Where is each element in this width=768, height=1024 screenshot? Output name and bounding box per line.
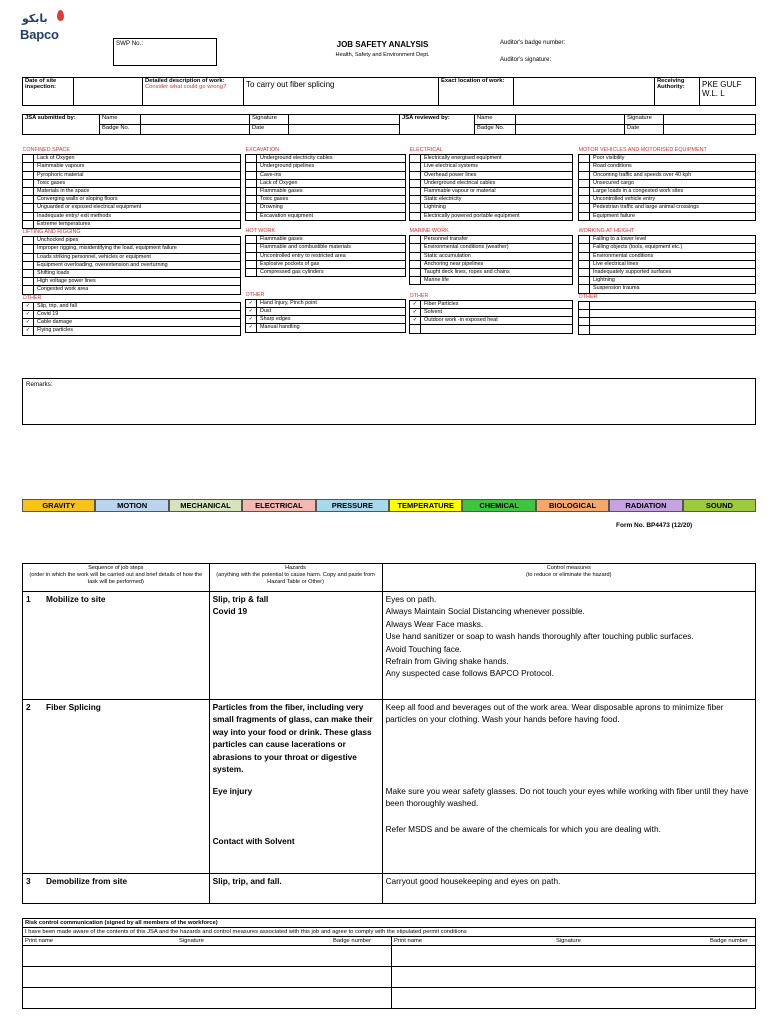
spacer-row — [579, 220, 756, 228]
hazard-checkbox[interactable] — [410, 188, 421, 196]
hazard-column-3 — [409, 147, 573, 334]
spacer-row — [410, 285, 573, 293]
motor-vehicles-heading: MOTOR VEHICLES AND MOTORISED EQUIPMENT — [578, 147, 707, 153]
hazard-item: Extreme temperatures — [34, 220, 241, 228]
checked-checkbox[interactable]: ✓ — [23, 311, 34, 319]
step-controls[interactable] — [382, 700, 755, 874]
hazard-checkbox[interactable] — [23, 212, 34, 220]
hazard-item: Drowning — [257, 204, 406, 212]
hazard-item: Flammable and combustible materials — [257, 244, 406, 252]
logo-arabic-text: بابكو — [22, 13, 48, 25]
control-line: Any suspected case follows BAPCO Protocol. — [385, 668, 554, 679]
hazard-item: Sharp edges — [257, 316, 406, 324]
hazard-checkbox[interactable] — [579, 260, 590, 268]
auditor-badge-label: Auditor's badge number: — [500, 40, 566, 46]
hazard-item: Flammable vapour or material — [421, 188, 573, 196]
hazard-item: Suspension trauma — [590, 285, 756, 293]
reviewed-badge-field[interactable] — [516, 125, 625, 135]
hazard-checkbox[interactable] — [246, 260, 257, 268]
energy-source-bar — [22, 499, 756, 512]
hazard-item: Lightning — [421, 204, 573, 212]
energy-sound: SOUND — [683, 499, 756, 512]
reviewed-date-field[interactable] — [664, 125, 756, 135]
hazard-column-1 — [22, 147, 241, 336]
hazard-checkbox[interactable] — [410, 244, 421, 252]
signoff-entry[interactable] — [23, 946, 392, 967]
hazard-checkbox[interactable] — [246, 196, 257, 204]
hazard-checkbox[interactable] — [410, 252, 421, 260]
hazard-checkbox[interactable] — [23, 270, 34, 278]
energy-motion: MOTION — [95, 499, 168, 512]
checked-checkbox[interactable]: ✓ — [23, 327, 34, 335]
signoff-entry[interactable] — [392, 946, 756, 967]
swp-label: SWP No.: — [116, 40, 144, 47]
hazards-note: (anything with the potential to cause harm. Copy and paste from Hazard Table or Other) — [216, 572, 375, 585]
signoff-entry[interactable] — [23, 988, 392, 1009]
energy-mechanical: MECHANICAL — [169, 499, 242, 512]
authority-label: Receiving Authority: — [655, 78, 700, 106]
control-line: Refer MSDS and be aware of the chemicals for which you are dealing with. — [385, 824, 661, 834]
signoff-entry[interactable] — [392, 988, 756, 1009]
other-heading: OTHER — [245, 291, 265, 298]
hazard-checkbox[interactable] — [246, 163, 257, 171]
hazard-checkbox[interactable] — [579, 252, 590, 260]
hazard-item: Underground pipelines — [257, 163, 406, 171]
hazard-checkbox[interactable] — [410, 325, 421, 333]
hazard-item: Road conditions — [590, 163, 756, 171]
hazard-checkbox[interactable] — [246, 252, 257, 260]
table-row — [23, 700, 756, 874]
submitted-date-field[interactable] — [289, 125, 400, 135]
job-steps-table — [22, 563, 756, 904]
hazard-checkbox[interactable] — [23, 245, 34, 253]
hazard-checkbox[interactable] — [410, 277, 421, 285]
energy-gravity: GRAVITY — [22, 499, 95, 512]
form-number: Form No. BP4473 (12/20) — [616, 522, 693, 529]
page-title: JOB SAFETY ANALYSIS — [336, 40, 429, 49]
hazard-checkbox[interactable] — [246, 244, 257, 252]
step-hazards[interactable] — [209, 700, 382, 874]
hazard-checkbox[interactable] — [246, 212, 257, 220]
hazard-item: Cave-ins — [257, 171, 406, 179]
hazard-checkbox[interactable] — [410, 236, 421, 244]
hazard-checkbox[interactable] — [23, 155, 34, 163]
step-description[interactable]: Fiber Splicing — [43, 700, 209, 874]
hazard-checkbox[interactable] — [23, 188, 34, 196]
hazard-checkbox[interactable] — [23, 220, 34, 228]
hazard-item: Poor visibility — [590, 155, 756, 163]
checked-checkbox[interactable]: ✓ — [23, 319, 34, 327]
location-field[interactable] — [514, 78, 655, 106]
control-line: Eyes on path. — [385, 594, 437, 604]
hazard-line: Particles from the fiber, including very small fragments of glass, can make their way into your food or drink. These glass particles can cause lacerations or abrasions to your throat or digestive system. — [212, 702, 373, 775]
hazard-checkbox[interactable] — [579, 277, 590, 285]
hazard-checkbox[interactable] — [410, 155, 421, 163]
hazard-checkbox[interactable] — [23, 278, 34, 286]
other-heading: OTHER — [409, 292, 429, 299]
hazard-item: Electrically powered portable equipment — [421, 212, 573, 220]
hazard-item: Converging walls or sloping floors — [34, 196, 241, 204]
hazard-line: Covid 19 — [212, 606, 248, 617]
hazard-item: Lack of Oxygen — [34, 155, 241, 163]
hazard-checkbox[interactable] — [246, 269, 257, 277]
working-at-height-heading: WORKING AT HEIGHT — [578, 228, 635, 235]
signoff-title: Risk control communication (signed by all members of the workforce) — [23, 919, 756, 928]
hazard-item: Toxic gases — [34, 179, 241, 187]
control-line: Always Wear Face masks. — [385, 618, 484, 629]
hazard-checkbox[interactable] — [579, 155, 590, 163]
energy-temperature: TEMPERATURE — [389, 499, 462, 512]
spacer-row — [246, 277, 406, 285]
step-controls[interactable] — [382, 592, 755, 700]
checked-checkbox[interactable]: ✓ — [410, 309, 421, 317]
hazard-item: Underground electricity cables — [257, 155, 406, 163]
hazard-checkbox[interactable] — [23, 286, 34, 294]
remarks-label: Remarks: — [26, 381, 53, 388]
badge-header: Badge number — [708, 937, 756, 946]
confined-space-heading: CONFINED SPACE — [22, 147, 71, 153]
hazard-checkbox[interactable] — [23, 261, 34, 269]
hazard-item: Flammable gases — [257, 236, 406, 244]
hazard-checkbox[interactable] — [579, 188, 590, 196]
bapco-logo — [20, 10, 80, 40]
control-line: Keep all food and beverages out of the work area. Wear disposable aprons to minimize fiber particles on your clothing. Wash your hands before having food. — [385, 702, 724, 725]
hazard-item: Falling objects (tools, equipment etc.) — [590, 244, 756, 252]
hazard-checkbox[interactable] — [23, 196, 34, 204]
table-row — [23, 592, 756, 700]
control-line: Carryout good housekeeping and eyes on path. — [385, 876, 561, 886]
hazard-item: Static electricity — [421, 196, 573, 204]
hazard-item: Shifting loads — [34, 270, 241, 278]
hazard-item: Environmental conditions — [590, 252, 756, 260]
hazard-item: Dust — [257, 308, 406, 316]
hazard-item: Congested work area — [34, 286, 241, 294]
hazard-checkbox[interactable] — [579, 244, 590, 252]
hazard-item: Overhead power lines — [421, 171, 573, 179]
hazard-line: Eye injury — [212, 786, 253, 796]
hazard-checkbox[interactable] — [246, 236, 257, 244]
auditor-signature-label: Auditor's signature: — [500, 57, 552, 63]
hazard-item: Equipment failure — [590, 212, 756, 220]
hazard-item: Solvent — [421, 309, 573, 317]
signoff-entry[interactable] — [23, 967, 392, 988]
hazard-item[interactable] — [590, 310, 756, 318]
marine-work-heading: MARINE WORK — [409, 228, 449, 235]
hazard-item: Pyrophoric material — [34, 171, 241, 179]
hazard-checkbox[interactable] — [579, 285, 590, 293]
hazard-item: Unchocked pipes — [34, 237, 241, 245]
hazard-checkbox[interactable] — [410, 204, 421, 212]
hazard-column-2 — [245, 147, 406, 333]
reviewed-signature-label: Signature — [625, 115, 664, 125]
hazard-item: Covid 19 — [34, 311, 241, 319]
electrical-heading: ELECTRICAL — [409, 147, 443, 153]
hazard-checkbox[interactable] — [579, 196, 590, 204]
risk-communication-table — [22, 918, 756, 1009]
energy-radiation: RADIATION — [609, 499, 682, 512]
hazard-item: Flammable vapours — [34, 163, 241, 171]
hazard-item: Equipment overloading, overextension and overturning — [34, 261, 241, 269]
location-label: Exact location of work: — [439, 78, 514, 106]
hazards-header — [209, 564, 382, 592]
checked-checkbox[interactable]: ✓ — [410, 300, 421, 308]
badge-header: Badge number — [331, 937, 392, 946]
step-description[interactable]: Demobilize from site — [43, 874, 209, 904]
reviewed-name-label: Name — [475, 115, 516, 125]
hazard-item: Materials in the space — [34, 188, 241, 196]
hazard-item: Falling to a lower level — [590, 236, 756, 244]
hazard-checkbox[interactable] — [246, 179, 257, 187]
hazard-item: Marine life — [421, 277, 573, 285]
print-name-header: Print name — [392, 937, 555, 946]
reviewed-name-field[interactable] — [516, 115, 625, 125]
energy-pressure: PRESSURE — [316, 499, 389, 512]
reviewed-signature-field[interactable] — [664, 115, 756, 125]
control-line: Always Maintain Social Distancing whenever possible. — [385, 606, 585, 617]
hazard-item: Personnel transfer — [421, 236, 573, 244]
hazard-item: Outdoor work -in exposed heat — [421, 317, 573, 325]
hazard-checkbox[interactable] — [579, 326, 590, 334]
hazard-item: Manual handling — [257, 324, 406, 332]
step-hazards[interactable] — [209, 592, 382, 700]
logo-word: Bapco — [20, 27, 59, 42]
hazard-item: Large loads in a congested work sites — [590, 188, 756, 196]
hazard-item[interactable] — [590, 318, 756, 326]
hazard-item: Inadequate entry/ exit methods — [34, 212, 241, 220]
hazard-item — [421, 325, 573, 333]
hazard-checkbox[interactable] — [410, 269, 421, 277]
hazard-checkbox[interactable] — [579, 318, 590, 326]
submitted-badge-label: Badge No. — [100, 125, 141, 135]
checked-checkbox[interactable]: ✓ — [246, 308, 257, 316]
hazard-item: Underground electrical cables — [421, 179, 573, 187]
table-row — [23, 874, 756, 904]
hazard-item: Improper rigging, misidentifying the load, equipment failure — [34, 245, 241, 253]
hazard-item[interactable] — [590, 301, 756, 309]
sequence-title: Sequence of job steps — [88, 565, 144, 571]
hazard-column-4 — [578, 147, 756, 335]
hazard-item: Inadequately supported surfaces — [590, 269, 756, 277]
hazard-checkbox[interactable] — [246, 188, 257, 196]
hazard-checkbox[interactable] — [410, 212, 421, 220]
hazard-item: Uncontrolled vehicle entry — [590, 196, 756, 204]
hazard-item: Compressed gas cylinders — [257, 269, 406, 277]
control-line: Make sure you wear safety glasses. Do not touch your eyes while working with fiber until they have been thoroughly washed. — [385, 786, 749, 809]
signature-header: Signature — [177, 937, 331, 946]
hazard-checkbox[interactable] — [23, 253, 34, 261]
checked-checkbox[interactable]: ✓ — [23, 302, 34, 310]
hazard-checkbox[interactable] — [246, 155, 257, 163]
hazard-checkbox[interactable] — [579, 269, 590, 277]
spacer-row — [246, 220, 406, 228]
hazard-item: Environmental conditions (weather) — [421, 244, 573, 252]
other-heading: OTHER — [22, 294, 42, 301]
print-name-header: Print name — [23, 937, 178, 946]
hazard-item: Static accumulation — [421, 252, 573, 260]
hazard-item: Oncoming traffic and speeds over 40 kph — [590, 171, 756, 179]
hazard-item: Unguarded or exposed electrical equipment — [34, 204, 241, 212]
checked-checkbox[interactable]: ✓ — [246, 299, 257, 307]
hazard-checkbox[interactable] — [579, 163, 590, 171]
hazard-checkbox[interactable] — [579, 310, 590, 318]
reviewed-date-label: Date — [625, 125, 664, 135]
hazard-line: Slip, trip, and fall. — [212, 876, 282, 886]
spacer-row — [410, 220, 573, 228]
page-subtitle: Health, Safety and Environment Dept. — [335, 52, 430, 58]
hazard-item: Explosive pockets of gas — [257, 260, 406, 268]
hazard-checkbox[interactable] — [246, 171, 257, 179]
hazard-checkbox[interactable] — [23, 204, 34, 212]
hazard-item: Anchoring near pipelines — [421, 260, 573, 268]
step-hazards[interactable] — [209, 874, 382, 904]
signoff-statement: I have been made aware of the contents of this JSA and the hazards and control measures associated with this job and agree to comply with the stipulated permit conditions — [23, 928, 756, 937]
hazard-checkbox[interactable] — [23, 163, 34, 171]
remarks-box[interactable] — [22, 378, 756, 425]
step-number: 3 — [23, 874, 44, 904]
hazard-item: Lack of Oxygen — [257, 179, 406, 187]
signature-header: Signature — [554, 937, 708, 946]
jsa-submission-table — [22, 114, 756, 135]
hazard-checkbox[interactable] — [410, 163, 421, 171]
submitted-date-label: Date — [250, 125, 289, 135]
hazard-item: Cable damage — [34, 319, 241, 327]
hazard-checkbox[interactable] — [246, 204, 257, 212]
hazard-item: Taught deck lines, ropes and chains — [421, 269, 573, 277]
submitted-name-label: Name — [100, 115, 141, 125]
submitted-by-label: JSA submitted by: — [23, 115, 100, 135]
hazard-checkbox[interactable] — [579, 179, 590, 187]
hazard-checkbox[interactable] — [23, 171, 34, 179]
control-line: Use hand sanitizer or soap to wash hands thoroughly after touching public surfaces. — [385, 631, 694, 642]
controls-note: (to reduce or eliminate the hazard) — [526, 572, 612, 578]
hazard-checkbox[interactable] — [23, 179, 34, 187]
flame-drop-icon — [57, 10, 64, 21]
description-value[interactable]: To carry out fiber splicing — [244, 78, 439, 106]
excavation-heading: EXCAVATION — [245, 147, 280, 153]
hazard-item: Excavation equipment — [257, 212, 406, 220]
hazard-item: Slip, trip, and fall — [34, 302, 241, 310]
hazard-checkbox[interactable] — [410, 171, 421, 179]
hazard-checkbox[interactable] — [23, 237, 34, 245]
control-line: Avoid Touching face. — [385, 643, 462, 654]
energy-electrical: ELECTRICAL — [242, 499, 315, 512]
hazard-item: Live electrical systems — [421, 163, 573, 171]
step-number: 2 — [23, 700, 44, 874]
description-label: Detailed description of work: — [145, 78, 225, 84]
description-note: Consider what could go wrong? — [145, 84, 227, 90]
energy-biological: BIOLOGICAL — [536, 499, 609, 512]
hazard-item: Flying particles — [34, 327, 241, 335]
hazard-item[interactable] — [590, 326, 756, 334]
hazard-item: Pedestrian traffic and large animal crossings — [590, 204, 756, 212]
hazard-item: Hand Injury, Pinch point — [257, 299, 406, 307]
hazard-checkbox[interactable] — [410, 260, 421, 268]
other-heading: OTHER — [578, 293, 598, 300]
hazard-line: Contact with Solvent — [212, 836, 295, 846]
submitted-name-field[interactable] — [141, 115, 250, 125]
hazard-item: Fiber Particles — [421, 300, 573, 308]
hazard-checkbox[interactable] — [410, 179, 421, 187]
submitted-signature-label: Signature — [250, 115, 289, 125]
sequence-note: (order in which the work will be carried out and brief details of how the task will be performed) — [29, 572, 203, 585]
step-number: 1 — [23, 592, 44, 700]
hazard-checkbox[interactable] — [410, 196, 421, 204]
controls-title: Control measures — [546, 565, 591, 571]
controls-header — [382, 564, 755, 592]
hazard-item: Toxic gases — [257, 196, 406, 204]
signoff-entry[interactable] — [392, 967, 756, 988]
description-label-cell — [143, 78, 244, 106]
date-field[interactable] — [74, 78, 143, 106]
hazard-checkbox[interactable] — [579, 236, 590, 244]
submitted-badge-field[interactable] — [141, 125, 250, 135]
sequence-header — [23, 564, 210, 592]
hazard-item: Live electrical lines — [590, 260, 756, 268]
checked-checkbox[interactable]: ✓ — [246, 324, 257, 332]
hazard-checkbox[interactable] — [579, 301, 590, 309]
hazard-item: Unsecured cargo — [590, 179, 756, 187]
step-description[interactable]: Mobilize to site — [43, 592, 209, 700]
hazard-checkbox[interactable] — [579, 204, 590, 212]
hazard-checkbox[interactable] — [579, 171, 590, 179]
hazard-item: Lightning — [590, 277, 756, 285]
hazard-item: High voltage power lines — [34, 278, 241, 286]
hazards-title: Hazards — [285, 565, 306, 571]
checked-checkbox[interactable]: ✓ — [246, 316, 257, 324]
hazard-item: Flammable gases — [257, 188, 406, 196]
work-info-table — [22, 77, 756, 106]
checked-checkbox[interactable]: ✓ — [410, 317, 421, 325]
hazard-item: Electrically energised equipment — [421, 155, 573, 163]
spacer-row — [246, 284, 406, 291]
reviewed-badge-label: Badge No. — [475, 125, 516, 135]
date-label: Date of site inspection: — [23, 78, 74, 106]
control-line: Refrain from Giving shake hands. — [385, 656, 509, 667]
swp-number-box[interactable] — [113, 38, 217, 66]
hazard-line: Slip, trip & fall — [212, 594, 269, 604]
authority-value[interactable]: PKE GULF W.L. L — [700, 78, 756, 106]
hazard-item: Uncontrolled entry to restricted area — [257, 252, 406, 260]
hazard-checkbox[interactable] — [579, 212, 590, 220]
hot-work-heading: HOT WORK — [245, 228, 276, 235]
energy-chemical: CHEMICAL — [462, 499, 535, 512]
lifting-rigging-heading: LIFTING AND RIGGING — [22, 229, 81, 236]
submitted-signature-field[interactable] — [289, 115, 400, 125]
reviewed-by-label: JSA reviewed by: — [400, 115, 475, 135]
step-controls[interactable] — [382, 874, 755, 904]
hazard-item: Loads striking personnel, vehicles or equipment — [34, 253, 241, 261]
